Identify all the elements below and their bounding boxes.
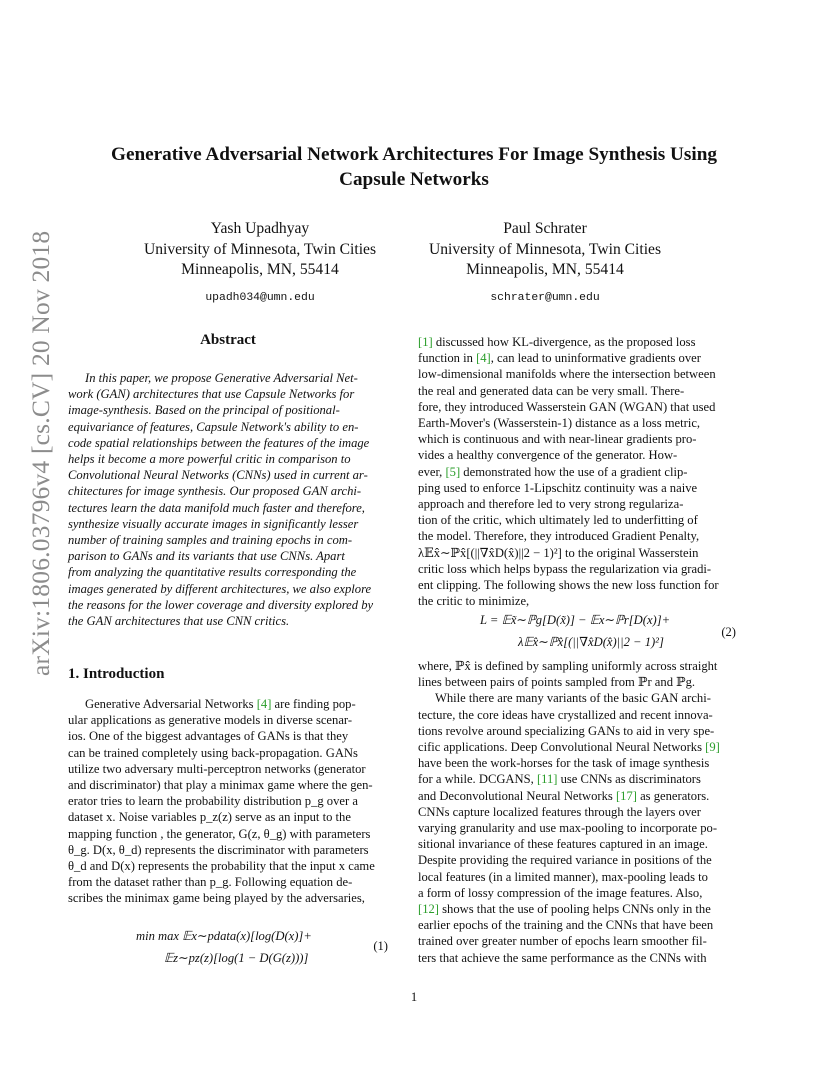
equation-1-line-2: 𝔼z∼pz(z)[log(1 − D(G(z)))] [164,951,309,965]
equation-1-line-1: min max 𝔼x∼pdata(x)[log(D(x)]+ [136,929,312,943]
body-line: ters that achieve the same performance as the CNNs with [418,950,707,965]
body-line: ent clipping. The following shows the new loss function for [418,578,719,593]
citation-link[interactable]: [12] [418,902,439,917]
page-number: 1 [410,990,418,1004]
author-location: Minneapolis, MN, 55414 [181,261,339,278]
author-affiliation: University of Minnesota, Twin Cities [143,240,377,258]
body-line: the critic to minimize, [418,594,530,609]
abstract-body [68,370,388,629]
intro-line: scribes the minimax game being played by the adversaries, [68,891,365,906]
abstract-line: helps it become a more powerful critic in comparison to [68,452,351,467]
abstract-line: In this paper, we propose Generative Adversarial Net- [85,371,358,385]
intro-line: from the dataset rather than p_g. Following equation de- [68,875,353,890]
right-column-paragraph-2 [418,658,738,966]
body-line: for a while. DCGANS, [11] use CNNs as discriminators [418,772,701,787]
equation-2 [418,612,738,654]
author-affiliation: University of Minnesota, Twin Cities [428,240,662,258]
body-line: the real and generated data can be very small. There- [418,383,685,398]
equation-1 [130,928,390,972]
body-line: varying granularity and use max-pooling to incorporate po- [418,821,718,836]
intro-line: utilize two adversary multi-perceptron networks (generator [68,761,366,776]
intro-line: θ_d and D(x) represents the probability that the input x came [68,859,375,874]
body-line: which is continuous and with near-linear gradients pro- [418,432,697,447]
intro-line: mapping function , the generator, G(z, θ_g) with parameters [68,826,371,841]
body-line: tion of the critic, which ultimately led to underfitting of [418,513,698,528]
body-line: [12] shows that the use of pooling helps CNNs only in the [418,902,711,917]
citation-link[interactable]: [4] [476,351,491,366]
intro-line: erator tries to learn the probability distribution p_g over a [68,794,358,809]
arxiv-stamp: arXiv:1806.03796v4 [cs.CV] 20 Nov 2018 [26,230,55,676]
body-line: vides a healthy convergence of the generator. How- [418,448,678,463]
body-line: [1] discussed how KL-divergence, as the proposed loss [418,335,696,349]
intro-line: dataset x. Noise variables p_z(z) serve as an input to the [68,810,351,825]
abstract-line: synthesize visually accurate images in significantly lesser [68,516,359,531]
intro-line: ular applications as generative models in diverse scenar- [68,713,353,728]
body-line: Despite providing the required variance in positions of the [418,853,712,868]
abstract-line: code spatial relationships between the features of the image [68,435,370,450]
equation-1-number: (1) [373,939,388,953]
intro-line: can be trained completely using back-propagation. GANs [68,745,358,760]
author-block-2 [405,219,685,308]
body-line: trained over greater number of epochs learn smoother fil- [418,934,707,949]
body-line: the model. Therefore, they introduced Gradient Penalty, [418,529,700,544]
body-line: tions revolve around specializing GANs to aid in very spe- [418,723,715,738]
author-name: Paul Schrater [503,220,587,237]
body-line: lines between pairs of points sampled from ℙr and ℙg. [418,675,696,690]
abstract-line: parison to GANs and its variants that use CNNs. Apart [68,549,345,564]
abstract-line: the reasons for the lower coverage and diversity explored by [68,597,374,612]
citation-link[interactable]: [4] [256,697,272,711]
body-line: While there are many variants of the basic GAN archi- [435,691,711,706]
equation-2-line-2: λ𝔼x̂∼ℙx̂[(||∇x̂D(x̂)||2 − 1)²] [518,635,664,649]
body-line: where, ℙx̂ is defined by sampling uniformly across straight [418,659,718,673]
title-line-2: Capsule Networks [339,169,489,190]
abstract-line: the GAN architectures that use CNN critics. [68,614,290,629]
body-line: local features (in a limited manner), max-pooling leads to [418,869,708,884]
intro-line: ios. One of the biggest advantages of GANs is that they [68,729,349,744]
abstract-line: from analyzing the quantitative results corresponding the [68,565,357,580]
citation-link[interactable]: [17] [615,788,637,803]
title-line-1: Generative Adversarial Network Architectures For Image Synthesis Using [111,144,717,165]
abstract-line: tectures learn the data manifold much faster and therefore, [68,500,365,515]
citation-link[interactable]: [11] [536,772,558,787]
body-line: function in [4], can lead to uninformative gradients over [418,351,701,366]
body-line: Earth-Mover's (Wasserstein-1) distance as a loss metric, [418,416,701,431]
body-line: approach and therefore led to very strong regulariza- [418,497,684,512]
introduction-body [68,696,388,907]
intro-line: θ_g. D(x, θ_d) represents the discriminator with parameters [68,842,369,857]
abstract-line: images generated by different architectures, we also explore [68,581,372,596]
intro-line: and discriminator) that play a minimax game where the gen- [68,778,373,793]
citation-link[interactable]: [5] [445,464,461,479]
abstract-line: work (GAN) architectures that use Capsule Networks for [68,387,355,402]
body-line: have been the work-horses for the task of image synthesis [418,756,710,771]
intro-line: Generative Adversarial Networks [4] are finding pop- [85,697,356,711]
body-line: a form of lossy compression of the image features. Also, [418,885,703,900]
body-line: fore, they introduced Wasserstein GAN (WGAN) that used [418,399,716,414]
body-line: ping used to enforce 1-Lipschitz continuity was a naive [418,480,698,495]
equation-2-line-1: L = 𝔼x̃∼ℙg[D(x̃)] − 𝔼x∼ℙr[D(x)]+ [480,613,671,627]
abstract-line: image-synthesis. Based on the principal of positional- [68,403,340,418]
author-location: Minneapolis, MN, 55414 [466,261,624,278]
citation-link[interactable]: [9] [705,740,720,755]
body-line: low-dimensional manifolds where the intersection between [418,367,716,382]
equation-2-number: (2) [721,625,736,639]
body-line: tecture, the core ideas have crystallized and recent innova- [418,707,713,722]
body-line: CNNs capture localized features through the layers over [418,804,701,819]
abstract-line: equivariance of features, Capsule Network's ability to en- [68,419,359,434]
body-line: earlier epochs of the training and the CNNs that have been [418,918,714,933]
abstract-line: number of training samples and training epochs in com- [68,533,353,548]
body-line: cific applications. Deep Convolutional Neural Networks [9] [418,740,720,755]
introduction-heading: 1. Introduction [68,666,165,682]
body-line: λ𝔼x̂∼ℙx̂[(||∇x̂D(x̂)||2 − 1)²] to the original Wasserstein [418,545,699,560]
body-line: critic loss which helps bypass the regularization via gradi- [418,561,712,576]
body-line: ever, [5] demonstrated how the use of a gradient clip- [418,464,688,479]
author-block-1 [120,219,400,308]
author-email[interactable]: upadh034@umn.edu [205,291,315,304]
citation-link[interactable]: [1] [418,335,433,349]
paper-title [60,142,768,192]
abstract-line: Convolutional Neural Networks (CNNs) used in current ar- [68,468,368,483]
right-column-paragraph-1 [418,334,738,609]
abstract-heading: Abstract [200,332,256,348]
author-email[interactable]: schrater@umn.edu [490,291,600,304]
body-line: sitional invariance of these features captured in an image. [418,837,708,852]
author-name: Yash Upadhyay [210,220,310,237]
abstract-line: chitectures for image synthesis. Our proposed GAN archi- [68,484,362,499]
body-line: and Deconvolutional Neural Networks [17] as generators. [418,788,710,803]
